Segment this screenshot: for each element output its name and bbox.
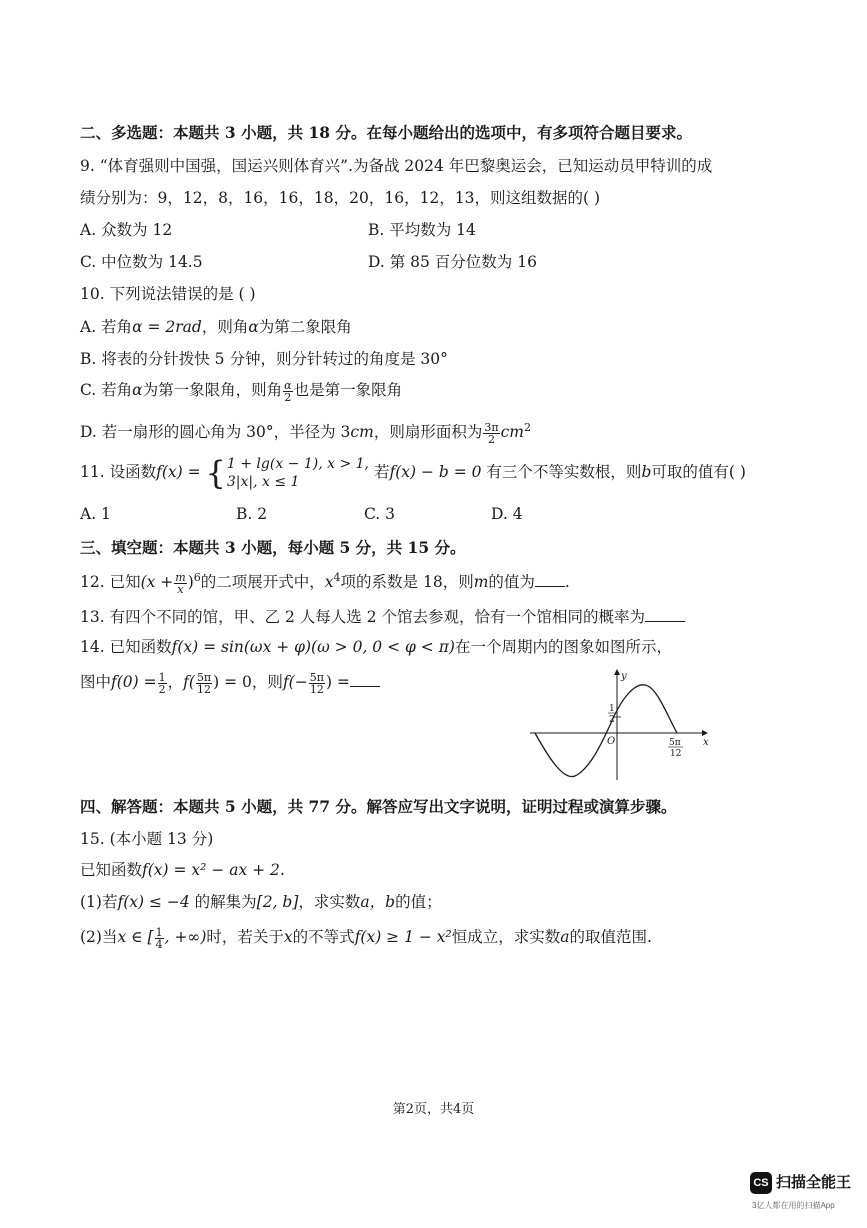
q11-option-d: D. 4 bbox=[491, 505, 523, 523]
text: ，求实数 bbox=[298, 893, 361, 911]
math: f(x) = sin(ωx + φ)(ω > 0, 0 < φ < π) bbox=[171, 638, 455, 656]
q9-option-d: D. 第 85 百分位数为 16 bbox=[368, 253, 537, 271]
q15-part-2 bbox=[80, 925, 652, 950]
fraction bbox=[158, 672, 167, 695]
origin-label: O bbox=[607, 736, 616, 747]
math: x bbox=[283, 928, 293, 946]
half-denominator: 2 bbox=[609, 715, 615, 725]
text: 13. 有四个不同的馆，甲、乙 2 人每人选 2 个馆去参观，恰有一个馆相同的概率为 bbox=[80, 608, 646, 626]
math: cm bbox=[350, 423, 374, 441]
math: f(x) ≥ 1 − x² bbox=[354, 928, 452, 946]
denominator: 12 bbox=[309, 682, 324, 696]
text: ) = bbox=[325, 673, 350, 691]
tick-denominator: 12 bbox=[670, 749, 682, 759]
piecewise-cases bbox=[227, 455, 369, 491]
q10-option-b: B. 将表的分针拨快 5 分钟，则分针转过的角度是 30° bbox=[80, 350, 448, 368]
math: b bbox=[641, 463, 652, 481]
exponent: 4 bbox=[333, 570, 341, 584]
text: 时，若关于 bbox=[206, 928, 284, 946]
text: 为第一象限角，则角 bbox=[142, 381, 283, 399]
text: . bbox=[564, 573, 570, 591]
x-axis-arrow bbox=[702, 730, 708, 736]
answer-blank bbox=[645, 607, 685, 622]
text: 11. 设函数 bbox=[80, 463, 157, 481]
numerator: 5π bbox=[196, 670, 212, 684]
math: ) bbox=[187, 573, 194, 591]
fraction bbox=[283, 380, 292, 403]
text: 的解集为 bbox=[189, 893, 257, 911]
q14-line-2 bbox=[80, 670, 380, 695]
text: 14. 已知函数 bbox=[80, 638, 172, 656]
numerator: 3π bbox=[484, 420, 499, 434]
text: ) = 0，则 bbox=[213, 673, 283, 691]
q9-option-c: C. 中位数为 14.5 bbox=[80, 253, 203, 271]
math: (x + bbox=[140, 573, 174, 591]
text: 的二项展开式中， bbox=[200, 573, 325, 591]
denominator: 2 bbox=[487, 432, 495, 446]
text: ，则扇形面积为 bbox=[373, 423, 483, 441]
fraction bbox=[483, 422, 499, 445]
math: α bbox=[132, 381, 143, 399]
superscript: 2 bbox=[523, 420, 531, 434]
math: x ∈ [ bbox=[117, 928, 154, 946]
text: 有三个不等实数根，则 bbox=[481, 463, 642, 481]
q11-option-b: B. 2 bbox=[236, 505, 268, 523]
fraction bbox=[155, 927, 164, 950]
denominator: 4 bbox=[155, 937, 163, 951]
math: a bbox=[560, 928, 570, 946]
math: x bbox=[324, 573, 334, 591]
q15-part-1 bbox=[80, 890, 442, 912]
q15-title: 15. (本小题 13 分) bbox=[80, 830, 214, 848]
numerator: α bbox=[284, 378, 292, 392]
numerator: m bbox=[175, 570, 186, 584]
text: 在一个周期内的图象如图所示， bbox=[454, 638, 672, 656]
q10-option-a bbox=[80, 315, 352, 337]
text: 已知函数 bbox=[80, 861, 143, 879]
text: 的取值范围. bbox=[569, 928, 652, 946]
tick-numerator: 5π bbox=[669, 738, 681, 748]
camscanner-logo-icon: CS bbox=[750, 1172, 772, 1194]
q15-given bbox=[80, 858, 285, 880]
text: 12. 已知 bbox=[80, 573, 141, 591]
denominator: 12 bbox=[197, 682, 212, 696]
q14-stem bbox=[80, 635, 672, 657]
math: f(x) ≤ −4 bbox=[117, 893, 190, 911]
denominator: 2 bbox=[158, 682, 166, 696]
denominator: x bbox=[177, 582, 184, 596]
section-3-heading: 三、填空题：本题共 3 小题，每小题 5 分，共 15 分。 bbox=[80, 538, 466, 557]
q9-line-2: 绩分别为：9，12，8，16，16，18，20，16，12，13，则这组数据的( ) bbox=[80, 189, 601, 207]
text: 项的系数是 18，则 bbox=[340, 573, 474, 591]
numerator: 5π bbox=[309, 670, 324, 684]
math: α bbox=[248, 318, 259, 336]
math: f( bbox=[183, 673, 195, 691]
x-axis-label: x bbox=[703, 737, 709, 748]
math: a，b bbox=[360, 893, 396, 911]
text: 恒成立，求实数 bbox=[451, 928, 561, 946]
math: f(x) = bbox=[156, 463, 201, 481]
text: (2)当 bbox=[80, 928, 118, 946]
camscanner-name: 扫描全能王 bbox=[776, 1174, 852, 1191]
text: 也是第一象限角 bbox=[293, 381, 403, 399]
q9-option-a: A. 众数为 12 bbox=[80, 221, 173, 239]
case-1: 1 + lg(x − 1), x > 1, bbox=[226, 456, 369, 472]
fraction bbox=[174, 572, 186, 595]
text: 图中 bbox=[80, 673, 112, 691]
text: 若 bbox=[373, 463, 390, 481]
brace: { bbox=[205, 454, 226, 492]
half-numerator: 1 bbox=[609, 704, 615, 714]
q11-stem bbox=[80, 455, 746, 491]
math: [2, b] bbox=[256, 893, 299, 911]
text: ，则角 bbox=[201, 318, 249, 336]
q12-stem bbox=[80, 570, 570, 595]
text: D. 若一扇形的圆心角为 30°，半径为 3 bbox=[80, 423, 351, 441]
text: 的值； bbox=[395, 893, 442, 911]
text: ， bbox=[167, 673, 184, 691]
exponent: 6 bbox=[193, 570, 201, 584]
math: , +∞) bbox=[164, 928, 207, 946]
q11-option-a: A. 1 bbox=[80, 505, 111, 523]
math: f(x) = x² − ax + 2. bbox=[142, 861, 285, 879]
math: cm bbox=[500, 423, 524, 441]
q11-option-c: C. 3 bbox=[364, 505, 396, 523]
camscanner-tagline: 3亿人都在用的扫描App bbox=[752, 1201, 835, 1210]
fraction bbox=[196, 672, 212, 695]
answer-blank bbox=[535, 572, 565, 587]
math: f(0) = bbox=[111, 673, 157, 691]
page-number: 第2页，共4页 bbox=[392, 1102, 475, 1117]
math: f(x) − b = 0 bbox=[389, 463, 482, 481]
math: m bbox=[473, 573, 489, 591]
text: 的值为 bbox=[488, 573, 535, 591]
section-4-heading: 四、解答题：本题共 5 小题，共 77 分。解答应写出文字说明，证明过程或演算步骤。 bbox=[80, 797, 677, 816]
q9-line-1: 9. “体育强则中国强，国运兴则体育兴”.为备战 2024 年巴黎奥运会，已知运动员甲特训的成 bbox=[80, 157, 713, 175]
q10-option-d bbox=[80, 420, 531, 445]
y-axis-arrow bbox=[614, 669, 620, 675]
q9-option-b: B. 平均数为 14 bbox=[368, 221, 476, 239]
q10-stem: 10. 下列说法错误的是 ( ) bbox=[80, 285, 256, 303]
text: 为第二象限角 bbox=[258, 318, 352, 336]
math: α = 2rad bbox=[132, 318, 202, 336]
text: (1)若 bbox=[80, 893, 118, 911]
sine-curve bbox=[535, 685, 677, 777]
fraction bbox=[309, 672, 325, 695]
math: f(− bbox=[282, 673, 308, 691]
text: 的不等式 bbox=[292, 928, 355, 946]
text: A. 若角 bbox=[80, 318, 133, 336]
numerator: 1 bbox=[158, 670, 166, 684]
section-2-heading: 二、多选题：本题共 3 小题，共 18 分。在每小题给出的选项中，有多项符合题目要求。 bbox=[80, 123, 692, 142]
sine-graph bbox=[525, 665, 715, 785]
denominator: 2 bbox=[284, 390, 292, 404]
case-2: 3|x|, x ≤ 1 bbox=[226, 474, 300, 490]
q13-stem bbox=[80, 605, 685, 627]
text: C. 若角 bbox=[80, 381, 133, 399]
q10-option-c bbox=[80, 378, 402, 403]
y-axis-label: y bbox=[621, 671, 627, 682]
numerator: 1 bbox=[155, 925, 163, 939]
answer-blank bbox=[350, 672, 380, 687]
text: 可取的值有( ) bbox=[651, 463, 746, 481]
